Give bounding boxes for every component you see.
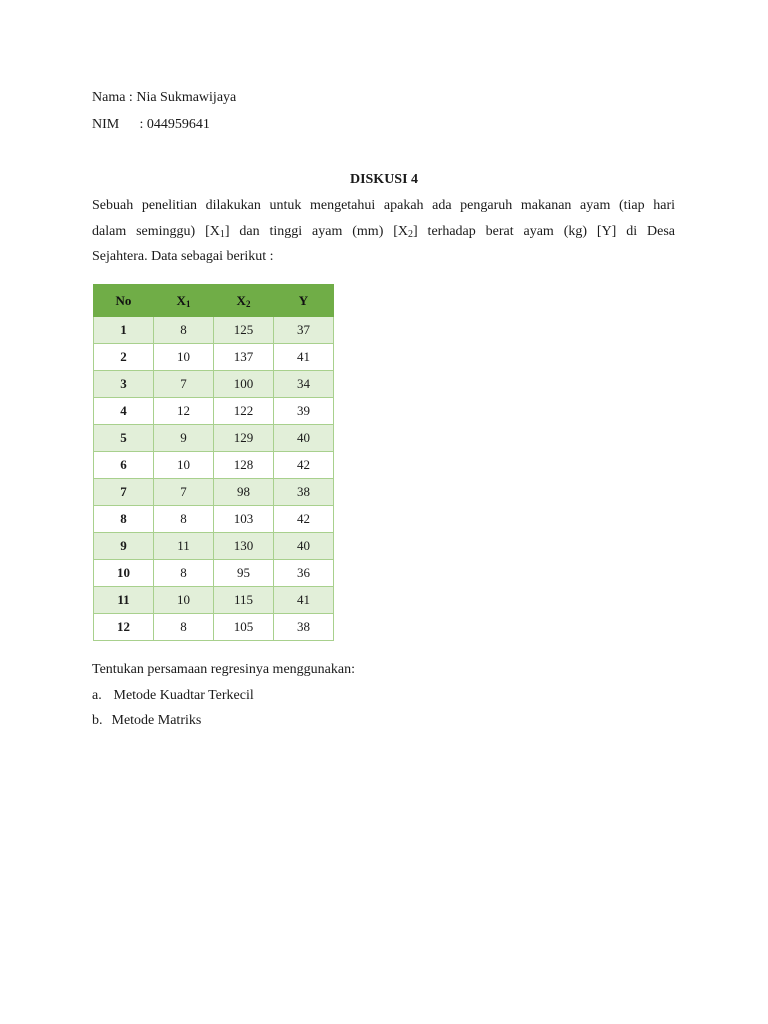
cell-x1: 10 bbox=[154, 587, 214, 614]
header-no: No bbox=[94, 285, 154, 317]
intro-line-2 bbox=[92, 219, 675, 245]
cell-x2: 98 bbox=[214, 479, 274, 506]
table-row bbox=[94, 317, 334, 344]
cell-x1: 10 bbox=[154, 452, 214, 479]
header-x2-base: X bbox=[236, 292, 246, 308]
cell-y: 39 bbox=[274, 398, 334, 425]
table-row bbox=[94, 506, 334, 533]
cell-no: 10 bbox=[94, 560, 154, 587]
intro-line-2-part-b: ] dan tinggi ayam (mm) [X bbox=[224, 223, 409, 239]
cell-x1: 8 bbox=[154, 614, 214, 641]
cell-no: 6 bbox=[94, 452, 154, 479]
name-line bbox=[92, 89, 236, 107]
cell-no: 9 bbox=[94, 533, 154, 560]
data-table bbox=[93, 284, 334, 641]
cell-x1: 10 bbox=[154, 344, 214, 371]
question-item-a-text: Metode Kuadtar Terkecil bbox=[113, 688, 254, 703]
table-row bbox=[94, 614, 334, 641]
x1-subscript: 1 bbox=[219, 228, 225, 240]
cell-x2: 122 bbox=[214, 398, 274, 425]
cell-no: 8 bbox=[94, 506, 154, 533]
cell-no: 7 bbox=[94, 479, 154, 506]
header-x2 bbox=[214, 285, 274, 317]
intro-line-3: Sejahtera. Data sebagai berikut : bbox=[92, 249, 274, 264]
cell-x2: 103 bbox=[214, 506, 274, 533]
cell-y: 41 bbox=[274, 344, 334, 371]
cell-y: 38 bbox=[274, 479, 334, 506]
cell-y: 36 bbox=[274, 560, 334, 587]
question-prompt: Tentukan persamaan regresinya menggunakan: bbox=[92, 662, 355, 677]
table-row bbox=[94, 425, 334, 452]
cell-x1: 8 bbox=[154, 560, 214, 587]
cell-x2: 95 bbox=[214, 560, 274, 587]
cell-no: 5 bbox=[94, 425, 154, 452]
intro-paragraph bbox=[92, 193, 675, 270]
cell-x1: 12 bbox=[154, 398, 214, 425]
cell-y: 40 bbox=[274, 425, 334, 452]
cell-x1: 11 bbox=[154, 533, 214, 560]
table-row bbox=[94, 344, 334, 371]
question-item-b bbox=[92, 712, 201, 730]
question-item-b-text: Metode Matriks bbox=[111, 713, 202, 728]
table-row bbox=[94, 560, 334, 587]
nim-line bbox=[92, 116, 210, 134]
cell-x2: 100 bbox=[214, 371, 274, 398]
cell-y: 41 bbox=[274, 587, 334, 614]
cell-no: 2 bbox=[94, 344, 154, 371]
cell-y: 34 bbox=[274, 371, 334, 398]
cell-no: 11 bbox=[94, 587, 154, 614]
list-marker-b: b. bbox=[92, 713, 103, 728]
cell-y: 37 bbox=[274, 317, 334, 344]
cell-x2: 128 bbox=[214, 452, 274, 479]
intro-line-1: Sebuah penelitian dilakukan untuk mengetahui apakah ada pengaruh makanan ayam (tiap hari bbox=[92, 198, 675, 213]
question-item-a bbox=[92, 687, 254, 705]
document-title: DISKUSI 4 bbox=[349, 172, 419, 187]
table-row bbox=[94, 452, 334, 479]
cell-x2: 137 bbox=[214, 344, 274, 371]
nim-value: : 044959641 bbox=[139, 117, 210, 132]
intro-line-2-part-c: ] terhadap berat ayam (kg) [Y] di Desa bbox=[413, 223, 675, 239]
cell-y: 38 bbox=[274, 614, 334, 641]
cell-y: 42 bbox=[274, 452, 334, 479]
cell-no: 4 bbox=[94, 398, 154, 425]
cell-x1: 7 bbox=[154, 371, 214, 398]
cell-x2: 129 bbox=[214, 425, 274, 452]
cell-y: 40 bbox=[274, 533, 334, 560]
name-label: Nama : bbox=[92, 90, 133, 105]
intro-line-2-part-a: dalam seminggu) [X bbox=[92, 223, 220, 239]
cell-x1: 7 bbox=[154, 479, 214, 506]
list-marker-a: a. bbox=[92, 688, 102, 703]
cell-no: 3 bbox=[94, 371, 154, 398]
name-value: Nia Sukmawijaya bbox=[136, 90, 237, 105]
header-x1 bbox=[154, 285, 214, 317]
cell-x1: 9 bbox=[154, 425, 214, 452]
cell-x1: 8 bbox=[154, 317, 214, 344]
header-y: Y bbox=[274, 285, 334, 317]
table-row bbox=[94, 479, 334, 506]
table-row bbox=[94, 371, 334, 398]
cell-x2: 105 bbox=[214, 614, 274, 641]
cell-x2: 125 bbox=[214, 317, 274, 344]
cell-no: 12 bbox=[94, 614, 154, 641]
table-row bbox=[94, 587, 334, 614]
cell-x2: 130 bbox=[214, 533, 274, 560]
cell-no: 1 bbox=[94, 317, 154, 344]
header-x2-sub: 2 bbox=[245, 298, 251, 309]
table-header-row bbox=[94, 285, 334, 317]
table-row bbox=[94, 533, 334, 560]
x2-subscript: 2 bbox=[408, 228, 414, 240]
cell-y: 42 bbox=[274, 506, 334, 533]
header-x1-sub: 1 bbox=[185, 298, 191, 309]
cell-x2: 115 bbox=[214, 587, 274, 614]
header-x1-base: X bbox=[176, 292, 186, 308]
cell-x1: 8 bbox=[154, 506, 214, 533]
nim-label: NIM bbox=[92, 117, 120, 132]
table-row bbox=[94, 398, 334, 425]
